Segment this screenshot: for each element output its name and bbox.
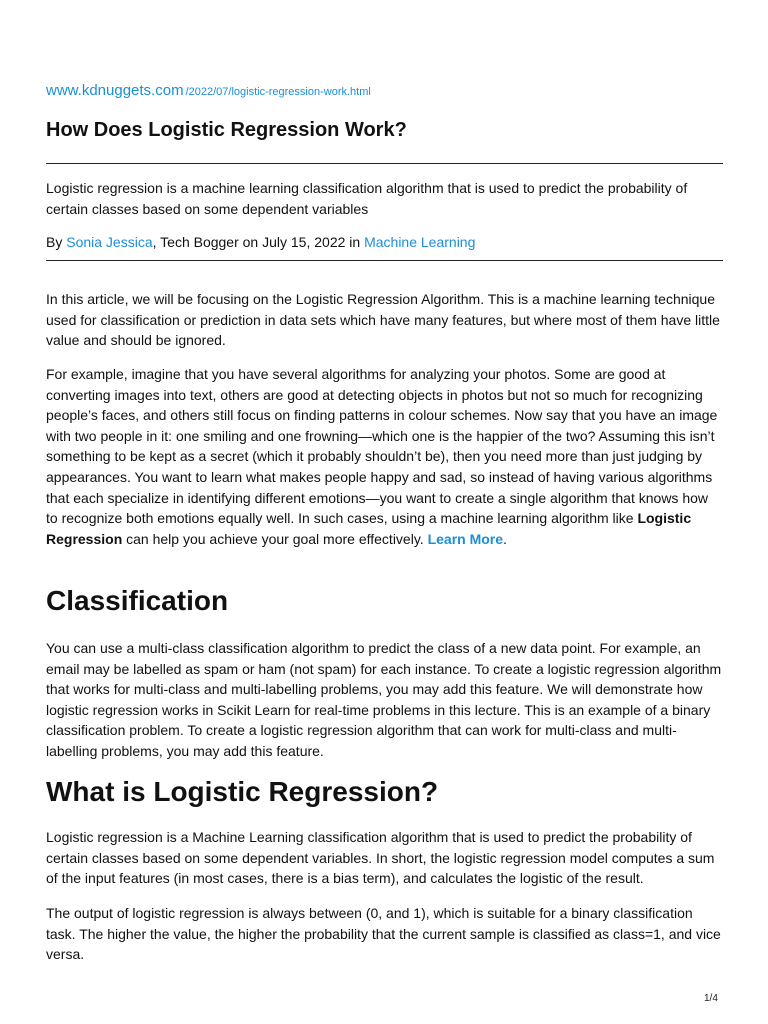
example-paragraph xyxy=(46,364,723,549)
source-url[interactable] xyxy=(46,82,371,100)
section-heading-classification: Classification xyxy=(46,585,229,616)
classification-paragraph: You can use a multi-class classification algorithm to predict the class of a new data point. For example, an email may be labelled as spam or ham (not spam) for each instance. To create a logistic regression algorithm that works for multi-class and multi-labelling problems, you may add this feature. We will demonstrate how logistic regression works in Scikit Learn for real-time problems in this lecture. This is an example of a binary classification problem. To create a logistic regression algorithm that can work for multi-class and multi-labelling problems, you may add this feature. xyxy=(46,640,722,759)
learn-more-link[interactable]: Learn More xyxy=(427,530,504,547)
output-paragraph: The output of logistic regression is always between (0, and 1), which is suitable for a binary classification task. The higher the value, the higher the probability that the current sample is classified as class=1, and vice versa. xyxy=(46,905,721,963)
example-bold-term: Logistic Regression xyxy=(46,510,692,547)
section-heading-what-is-logistic-regression: What is Logistic Regression? xyxy=(46,776,439,807)
intro-paragraph: In this article, we will be focusing on the Logistic Regression Algorithm. This is a machine learning technique used for classification or prediction in data sets which have many features, but where most of them have little value and should be ignored. xyxy=(46,291,720,349)
byline-divider xyxy=(46,260,723,261)
byline-meta: , Tech Bogger on July 15, 2022 in xyxy=(152,234,365,250)
source-domain-link[interactable]: www.kdnuggets.com xyxy=(46,82,184,99)
example-text-end: . xyxy=(503,530,507,547)
page-number: 1/4 xyxy=(704,993,718,1004)
title-divider xyxy=(46,163,723,164)
example-text: For example, imagine that you have several algorithms for analyzing your photos. Some are good at converting images into text, others are good at detecting objects in photos but not so much for recognizing people’s faces, and others still focus on finding patterns in colour schemes. Now say that you have an image with two people in it: one smiling and one frowning—which one is the happier of the two? Assuming this isn’t something to be kept as a secret (which it probably shouldn’t be), then you need more than just judging by appearances. You want to learn what makes people happy and sad, so instead of having various algorithms that each specialize in identifying different emotions—you want to create a single algorithm that knows how to recognize both emotions equally well. In such cases, using a machine learning algorithm like xyxy=(46,366,718,527)
author-link[interactable]: Sonia Jessica xyxy=(66,234,153,250)
category-link[interactable]: Machine Learning xyxy=(364,234,476,250)
article-title: How Does Logistic Regression Work? xyxy=(46,119,407,141)
article-summary: Logistic regression is a machine learning classification algorithm that is used to predict the probability of certain classes based on some dependent variables xyxy=(46,180,688,217)
example-text-middle: can help you achieve your goal more effectively. xyxy=(122,530,428,547)
definition-paragraph: Logistic regression is a Machine Learning classification algorithm that is used to predict the probability of certain classes based on some dependent variables. In short, the logistic regression model computes a sum of the input features (in most cases, there is a bias term), and calculates the logistic of the result. xyxy=(46,829,715,887)
byline xyxy=(46,232,723,253)
source-path-link[interactable]: /2022/07/logistic-regression-work.html xyxy=(185,86,371,98)
byline-prefix: By xyxy=(46,234,67,250)
